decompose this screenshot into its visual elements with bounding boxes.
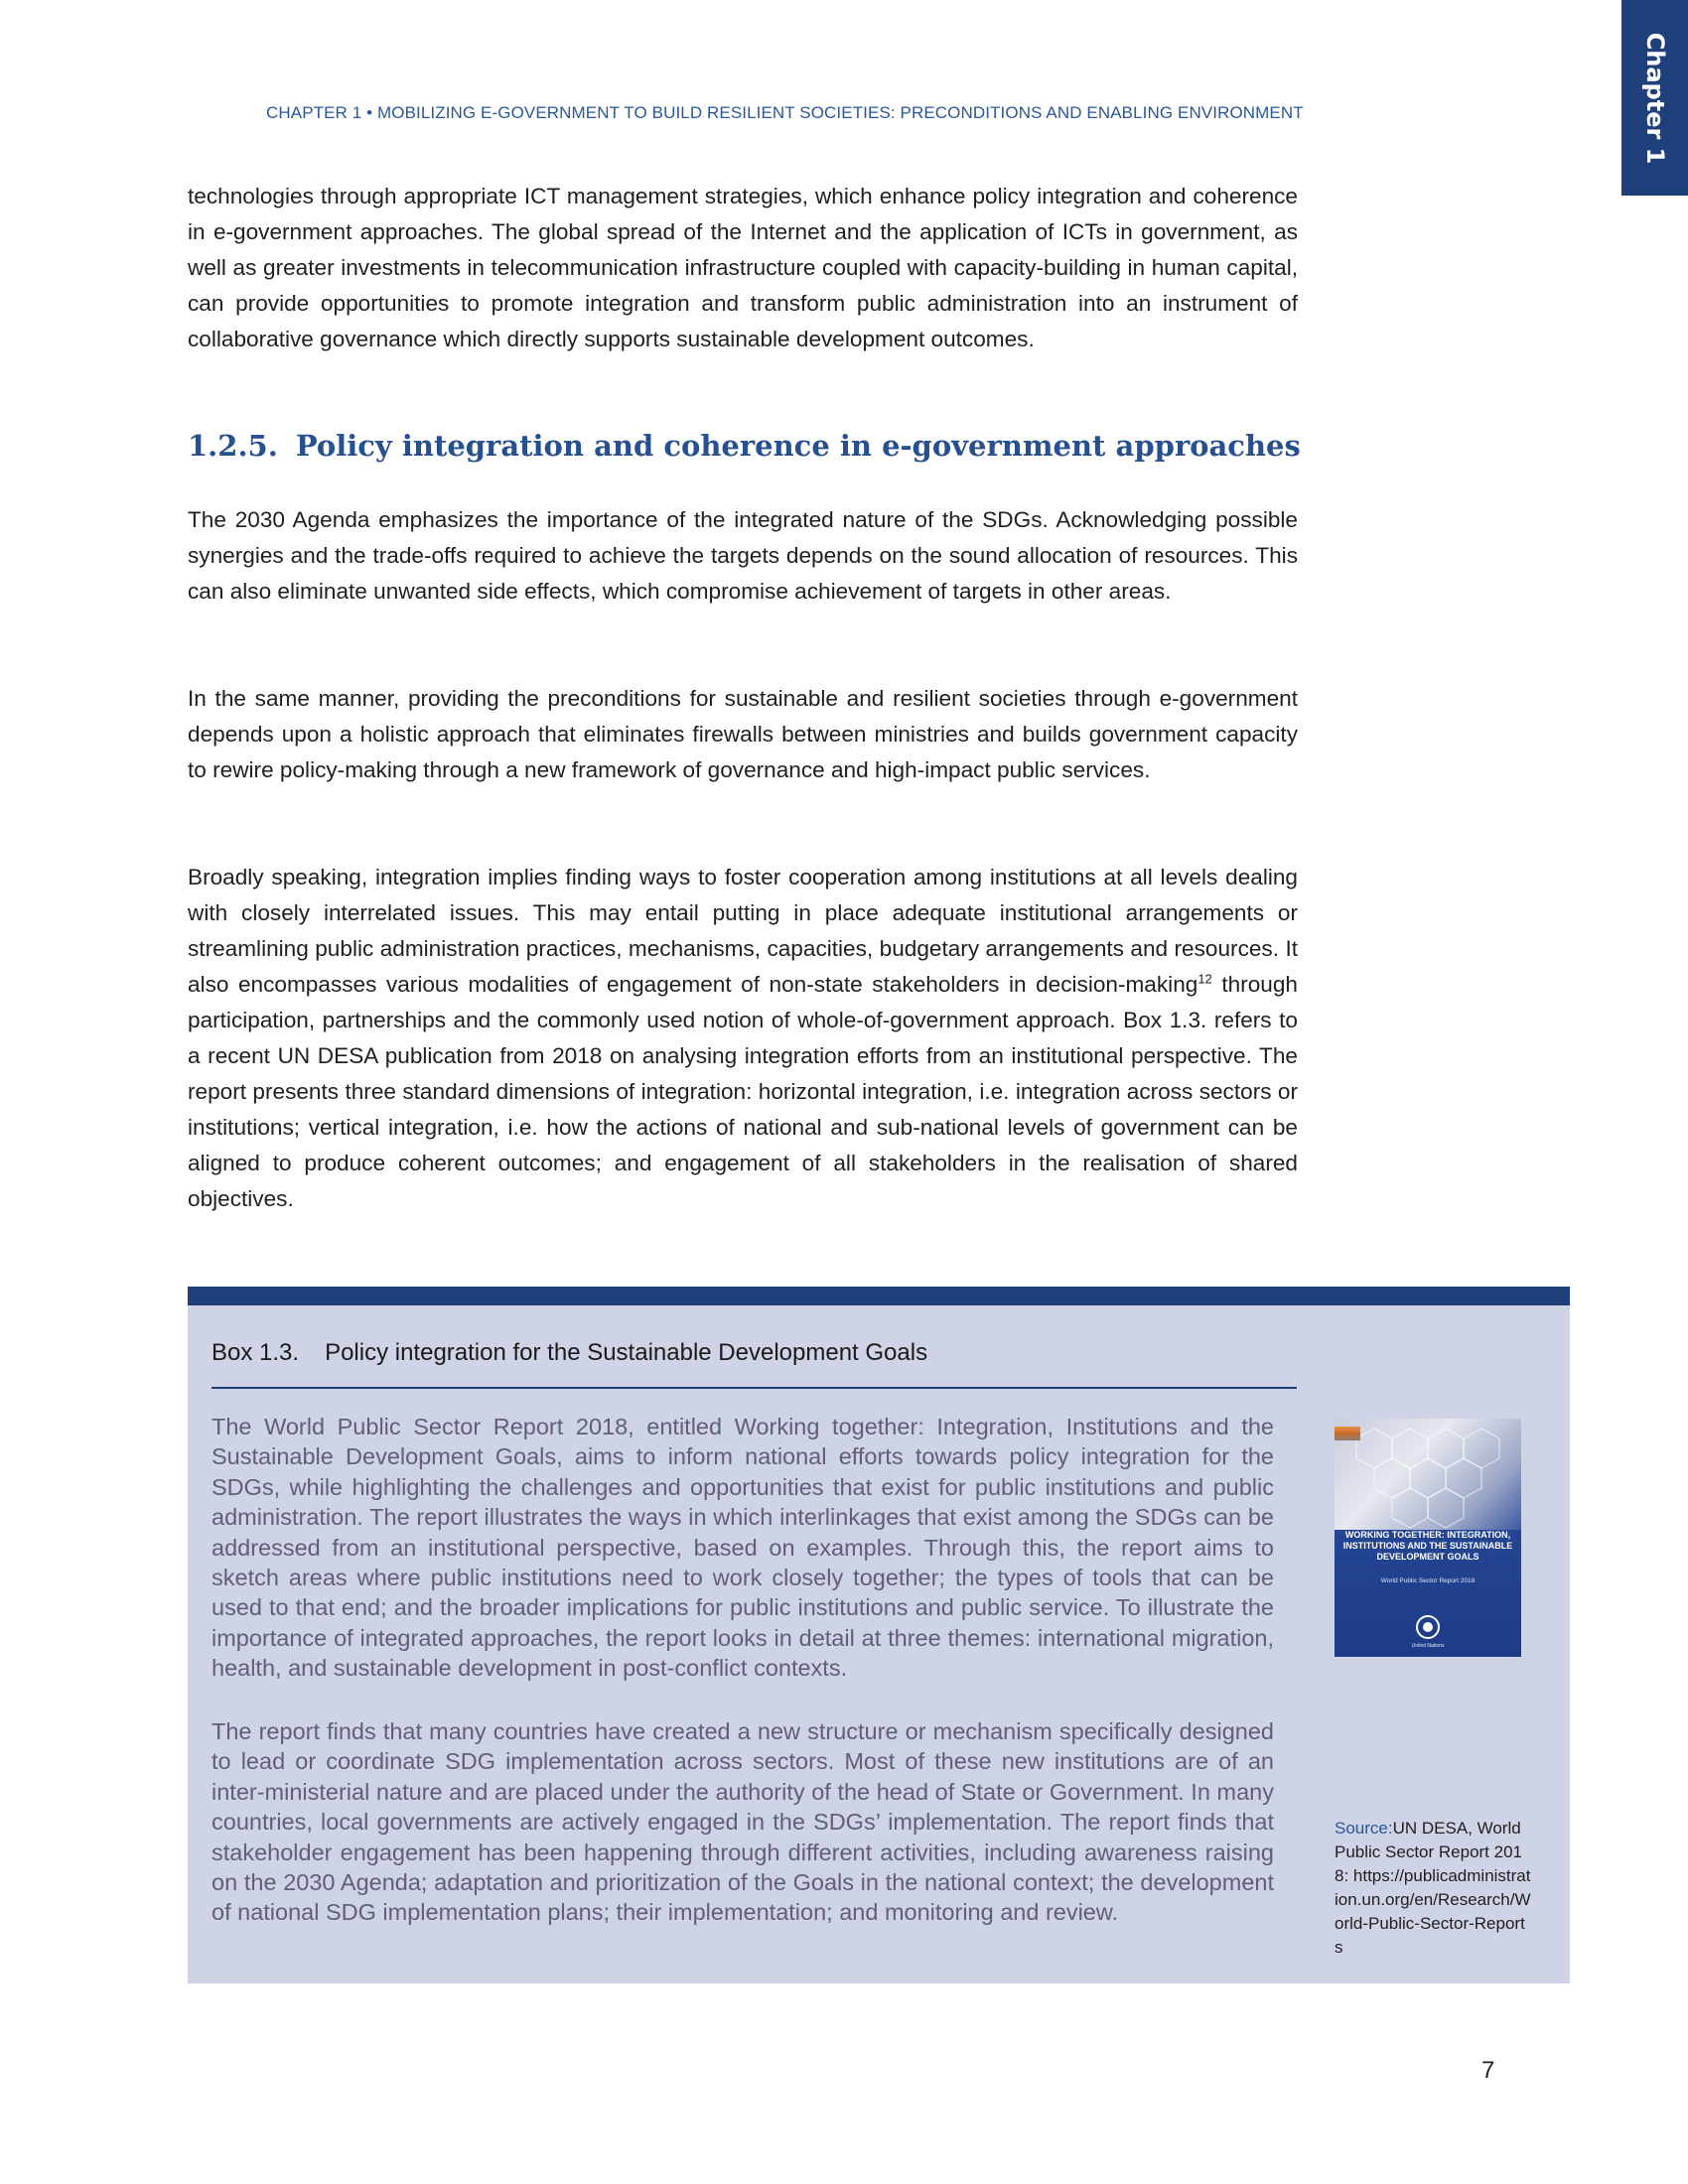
un-emblem-icon	[1416, 1615, 1440, 1639]
running-header: CHAPTER 1 • MOBILIZING E-GOVERNMENT TO BUILD RESILIENT SOCIETIES: PRECONDITIONS AND ENABLING ENVIRONMENT	[266, 103, 1304, 122]
box-number: Box 1.3.	[211, 1339, 300, 1366]
box-title	[211, 1339, 1297, 1389]
paragraph-broadly-speaking	[188, 860, 1298, 1217]
cover-title: WORKING TOGETHER: INTEGRATION, INSTITUTIONS AND THE SUSTAINABLE DEVELOPMENT GOALS	[1342, 1530, 1513, 1562]
cover-publisher: United Nations	[1411, 1643, 1445, 1649]
paragraph-text-part1: Broadly speaking, integration implies finding ways to foster cooperation among institutions at all levels dealing with closely interrelated issues. This may entail putting in place adequate institutional arrangements or streamlining public administration practices, mechanisms, capacities, budgetary arrangements and resources. It also encompasses various modalities of engagement of non-state stakeholders in decision-making	[188, 865, 1298, 997]
section-number: 1.2.5.	[188, 429, 278, 463]
chapter-tab	[1621, 0, 1688, 196]
box-paragraph-2: The report finds that many countries have created a new structure or mechanism specifically designed to lead or coordinate SDG implementation across sectors. Most of these new institutions are of an inter-ministerial nature and are placed under the authority of the head of State or Government. In many countries, local governments are actively engaged in the SDGs’ implementation. The report finds that stakeholder engagement has been happening through different activities, including awareness raising on the 2030 Agenda; adaptation and prioritization of the Goals in the national context; the development of national SDG implementation plans; their implementation; and monitoring and review.	[211, 1718, 1274, 1926]
source-label: Source:	[1335, 1819, 1393, 1838]
section-title: Policy integration and coherence in e-government approaches	[295, 429, 1301, 463]
report-cover-image	[1335, 1419, 1521, 1657]
cover-subtitle: World Public Sector Report 2018	[1380, 1577, 1476, 1584]
section-heading	[188, 429, 1301, 463]
paragraph-same-manner: In the same manner, providing the preconditions for sustainable and resilient societies through e-government depends upon a holistic approach that eliminates firewalls between ministries and builds government capacity to rewire policy-making through a new framework of governance and high-impact public services.	[188, 686, 1298, 782]
cover-hexagon-pattern	[1335, 1419, 1521, 1530]
box-title-text: Policy integration for the Sustainable Development Goals	[325, 1339, 928, 1366]
page-number: 7	[1481, 2057, 1495, 2084]
box-paragraph-1: The World Public Sector Report 2018, entitled Working together: Integration, Institutions and the Sustainable Development Goals, aims to inform national efforts towards policy integration for the SDGs, while highlighting the challenges and opportunities that exist for public institutions and public administration. The report illustrates the ways in which interlinkages that exist among the SDGs can be addressed from an institutional perspective, based on examples. Through this, the report aims to sketch areas where public institutions need to work closely together; the types of tools that can be used to that end; and the broader implications for public institutions and public service. To illustrate the importance of integrated approaches, the report looks in detail at three themes: international migration, health, and sustainable development in post-conflict contexts.	[211, 1414, 1274, 1682]
footnote-reference[interactable]: 12	[1197, 971, 1212, 987]
intro-paragraph: technologies through appropriate ICT management strategies, which enhance policy integration and coherence in e-government approaches. The global spread of the Internet and the application of ICTs in government, as well as greater investments in telecommunication infrastructure coupled with capacity-building in human capital, can provide opportunities to promote integration and transform public administration into an instrument of collaborative governance which directly supports sustainable development outcomes.	[188, 184, 1298, 351]
cover-color-stripe	[1335, 1427, 1360, 1440]
chapter-tab-label: Chapter 1	[1640, 32, 1669, 164]
image-source-caption	[1335, 1817, 1533, 1960]
paragraph-text-part2: through participation, partnerships and the commonly used notion of whole-of-government approach. Box 1.3. refers to a recent UN DESA publication from 2018 on analysing integration efforts from an institutional perspective. The report presents three standard dimensions of integration: horizontal integration, i.e. integration across sectors or institutions; vertical integration, i.e. how the actions of national and sub-national levels of government can be aligned to produce coherent outcomes; and engagement of all stakeholders in the realisation of shared objectives.	[188, 972, 1298, 1211]
source-text: UN DESA, World Public Sector Report 2018: https://publicadministration.un.org/en/Research/World-Public-Sector-Reports	[1335, 1819, 1531, 1957]
box-1-3	[188, 1287, 1570, 1983]
paragraph-2030-agenda: The 2030 Agenda emphasizes the importance of the integrated nature of the SDGs. Acknowledging possible synergies and the trade-offs required to achieve the targets depends on the sound allocation of resources. This can also eliminate unwanted side effects, which compromise achievement of targets in other areas.	[188, 507, 1298, 604]
